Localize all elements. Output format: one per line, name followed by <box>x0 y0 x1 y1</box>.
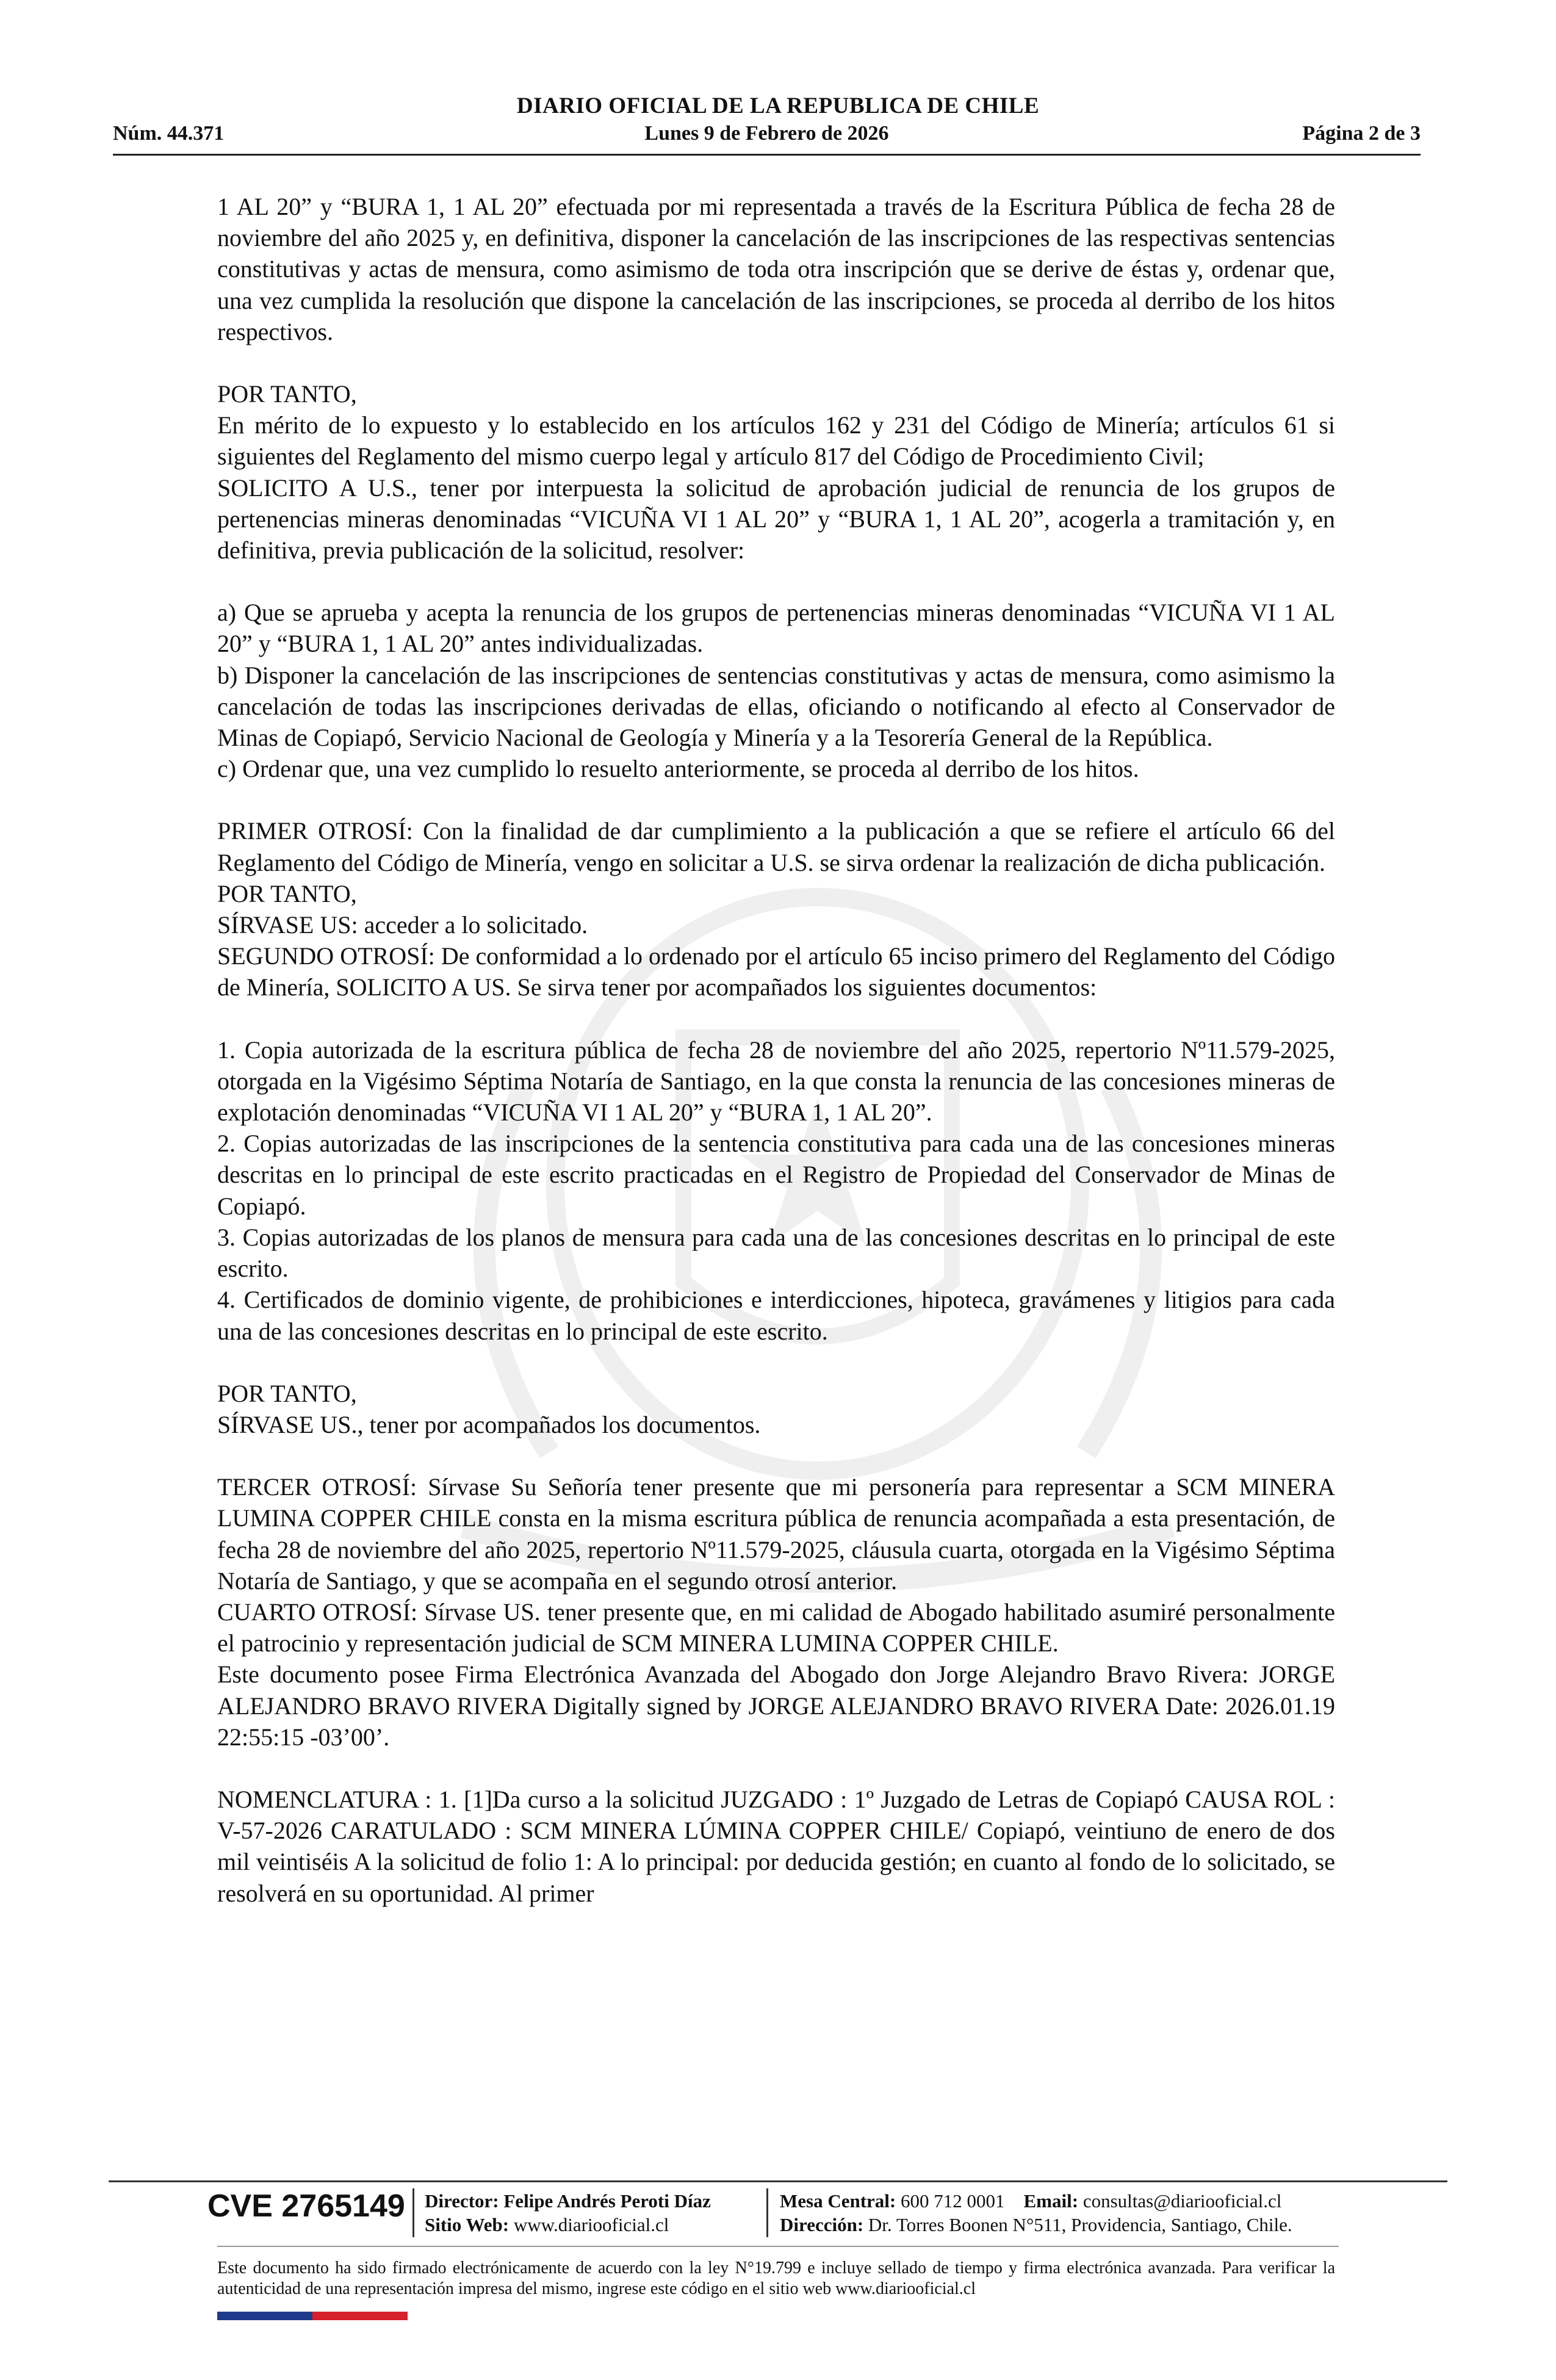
footer-director-block <box>425 2189 711 2237</box>
website-link[interactable]: www.diariooficial.cl <box>513 2214 669 2235</box>
cve-code: CVE 2765149 <box>207 2188 405 2224</box>
footer-separator <box>412 2188 414 2237</box>
website-label: Sitio Web: <box>425 2214 510 2235</box>
paragraph-gap <box>217 1753 1335 1784</box>
director-name: Felipe Andrés Peroti Díaz <box>503 2190 711 2212</box>
footer-contact-block <box>780 2189 1292 2237</box>
footer-divider <box>109 2180 1447 2182</box>
newspaper-title: DIARIO OFICIAL DE LA REPUBLICA DE CHILE <box>516 93 1040 118</box>
mesa-phone: 600 712 0001 <box>901 2190 1005 2212</box>
paragraph: b) Disponer la cancelación de las inscripciones de sentencias constitutivas y actas de mensura, como asimismo la cancelación de todas las inscripciones derivadas de ellas, oficiando o notificando al efecto al Conservador de Minas de Copiapó, Servicio Nacional de Geología y Minería y a la Tesorería General de la República. <box>217 661 1335 752</box>
paragraph-gap <box>217 347 1335 378</box>
mesa-label: Mesa Central: <box>780 2190 896 2212</box>
paragraph: SEGUNDO OTROSÍ: De conformidad a lo ordenado por el artículo 65 inciso primero del Reglamento del Código de Minería, SOLICITO A US. Se sirva tener por acompañados los siguientes documentos: <box>217 942 1335 1001</box>
address-label: Dirección: <box>780 2214 864 2235</box>
paragraph-gap <box>217 1440 1335 1471</box>
footer-separator <box>766 2188 768 2237</box>
paragraph: En mérito de lo expuesto y lo establecido en los artículos 162 y 231 del Código de Minería; artículos 61 si siguientes del Reglamento del mismo cuerpo legal y artículo 817 del Código de Procedimiento Civil; <box>217 411 1335 471</box>
flag-stripe <box>217 2312 408 2320</box>
paragraph: POR TANTO, <box>217 380 357 408</box>
paragraph-gap <box>217 784 1335 815</box>
paragraph: PRIMER OTROSÍ: Con la finalidad de dar cumplimiento a la publicación a que se refiere el artículo 66 del Reglamento del Código de Minería, vengo en solicitar a U.S. se sirva ordenar la realización de dicha publicación. <box>217 817 1335 876</box>
paragraph: 2. Copias autorizadas de las inscripciones de la sentencia constitutiva para cada una de las concesiones mineras descritas en lo principal de este escrito practicadas en el Registro de Propiedad del Conservador de Minas de Copiapó. <box>217 1130 1335 1220</box>
paragraph-gap <box>217 1003 1335 1034</box>
header-divider <box>113 154 1421 156</box>
issue-number: Núm. 44.371 <box>113 122 225 145</box>
address-value: Dr. Torres Boonen N°511, Providencia, Santiago, Chile. <box>868 2214 1292 2235</box>
paragraph: SÍRVASE US: acceder a lo solicitado. <box>217 911 588 939</box>
issue-date: Lunes 9 de Febrero de 2026 <box>644 122 889 145</box>
paragraph: NOMENCLATURA : 1. [1]Da curso a la solicitud JUZGADO : 1º Juzgado de Letras de Copiapó CAUSA ROL : V-57-2026 CARATULADO : SCM MINERA LÚMINA COPPER CHILE/ Copiapó, veintiuno de enero de dos mil veintiséis A la solicitud de folio 1: A lo principal: por deducida gestión; en cuanto al fondo de lo solicitado, se resolverá en su oportunidad. Al primer <box>217 1785 1335 1907</box>
flag-red-segment <box>312 2312 408 2320</box>
paragraph-gap <box>217 1347 1335 1378</box>
paragraph: POR TANTO, <box>217 879 357 907</box>
page-indicator: Página 2 de 3 <box>1302 122 1421 145</box>
paragraph: SÍRVASE US., tener por acompañados los documentos. <box>217 1410 761 1438</box>
paragraph: a) Que se aprueba y acepta la renuncia de los grupos de pertenencias mineras denominadas “VICUÑA VI 1 AL 20” y “BURA 1, 1 AL 20” antes individualizadas. <box>217 599 1335 658</box>
paragraph: SOLICITO A U.S., tener por interpuesta la solicitud de aprobación judicial de renuncia de los grupos de pertenencias mineras denominadas “VICUÑA VI 1 AL 20” y “BURA 1, 1 AL 20”, acogerla a tramitación y, en definitiva, previa publicación de la solicitud, resolver: <box>217 474 1335 564</box>
paragraph: POR TANTO, <box>217 1379 357 1407</box>
paragraph-gap <box>217 566 1335 597</box>
flag-blue-segment <box>217 2312 312 2320</box>
email-link[interactable]: consultas@diariooficial.cl <box>1082 2190 1282 2212</box>
paragraph: 4. Certificados de dominio vigente, de prohibiciones e interdicciones, hipoteca, gravámenes y litigios para cada una de las concesiones descritas en lo principal de este escrito. <box>217 1286 1335 1345</box>
document-body <box>217 191 1335 1909</box>
paragraph: TERCER OTROSÍ: Sírvase Su Señoría tener presente que mi personería para representar a SCM MINERA LUMINA COPPER CHILE consta en la misma escritura pública de renuncia acompañada a esta presentación, de fecha 28 de noviembre del año 2025, repertorio Nº11.579-2025, cláusula cuarta, otorgada en la Vigésimo Séptima Notaría de Santiago, y que se acompaña en el segundo otrosí anterior. <box>217 1473 1335 1595</box>
paragraph: 1. Copia autorizada de la escritura pública de fecha 28 de noviembre del año 2025, repertorio Nº11.579-2025, otorgada en la Vigésimo Séptima Notaría de Santiago, en la que consta la renuncia de las concesiones mineras de explotación denominadas “VICUÑA VI 1 AL 20” y “BURA 1, 1 AL 20”. <box>217 1036 1335 1127</box>
paragraph: Este documento posee Firma Electrónica Avanzada del Abogado don Jorge Alejandro Bravo Rivera: JORGE ALEJANDRO BRAVO RIVERA Digitally signed by JORGE ALEJANDRO BRAVO RIVERA Date: 2026.01.19 22:55:15 -03’00’. <box>217 1661 1335 1751</box>
footer-thin-divider <box>217 2246 1339 2247</box>
signature-note: Este documento ha sido firmado electrónicamente de acuerdo con la ley N°19.799 e incluye sellado de tiempo y firma electrónica avanzada. Para verificar la autenticidad de una representación impresa del mismo, ingrese este código en el sitio web www.diariooficial.cl <box>217 2259 1335 2298</box>
email-label: Email: <box>1023 2190 1079 2212</box>
paragraph: 1 AL 20” y “BURA 1, 1 AL 20” efectuada por mi representada a través de la Escritura Pública de fecha 28 de noviembre del año 2025 y, en definitiva, disponer la cancelación de las inscripciones de las respectivas sentencias constitutivas y actas de mensura, como asimismo de toda otra inscripción que se derive de éstas y, ordenar que, una vez cumplida la resolución que dispone la cancelación de las inscripciones, se proceda al derribo de los hitos respectivos. <box>217 193 1335 345</box>
paragraph: c) Ordenar que, una vez cumplido lo resuelto anteriormente, se proceda al derribo de los hitos. <box>217 755 1139 783</box>
paragraph: 3. Copias autorizadas de los planos de mensura para cada una de las concesiones descritas en lo principal de este escrito. <box>217 1223 1335 1283</box>
director-label: Director: <box>425 2190 499 2212</box>
paragraph: CUARTO OTROSÍ: Sírvase US. tener presente que, en mi calidad de Abogado habilitado asumiré personalmente el patrocinio y representación judicial de SCM MINERA LUMINA COPPER CHILE. <box>217 1598 1335 1657</box>
header-row <box>113 122 1421 149</box>
